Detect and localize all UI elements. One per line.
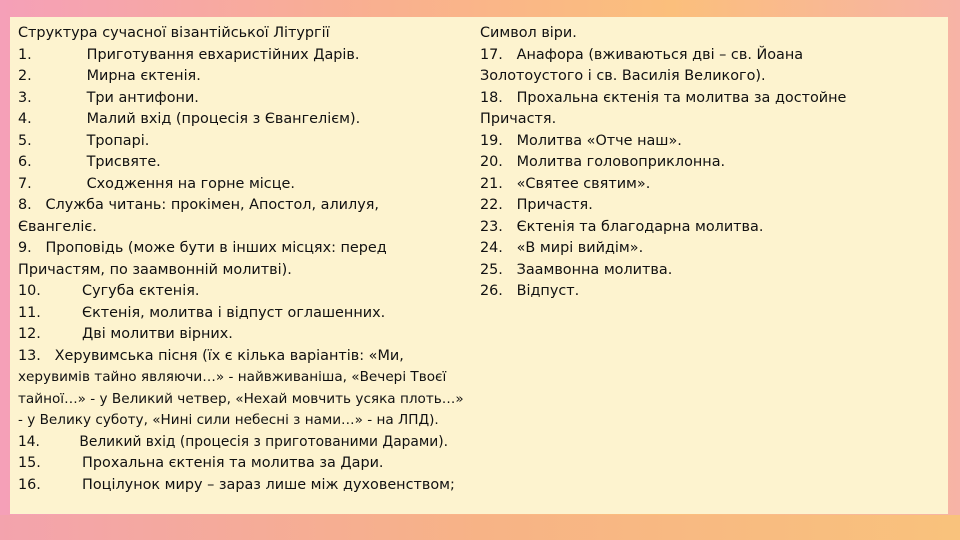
list-item: 12. Дві молитви вірних. <box>18 326 233 342</box>
right-column <box>480 23 938 303</box>
list-item: 24. «В мирі вийдім». <box>480 240 644 256</box>
list-item: 3. Три антифони. <box>18 89 199 106</box>
list-item-continuation: - у Велику суботу, «Нині сили небесні з нами…» - на ЛПД). <box>18 412 439 428</box>
list-item: 21. «Святее святим». <box>480 175 651 192</box>
list-item: 8. Служба читань: прокімен, Апостол, алилуя, <box>18 197 379 213</box>
list-item: 22. Причастя. <box>480 197 593 213</box>
list-item: 6. Трисвяте. <box>18 154 161 170</box>
list-item: 26. Відпуст. <box>480 283 580 299</box>
list-item: 10. Сугуба єктенія. <box>18 283 200 299</box>
slide-content <box>10 17 948 514</box>
list-item: 18. Прохальна єктенія та молитва за достойне <box>480 89 847 106</box>
left-column <box>18 23 478 496</box>
list-item-continuation: Причастям, по заамвонній молитві). <box>18 261 292 278</box>
list-item: 7. Сходження на горне місце. <box>18 175 295 192</box>
list-title: Структура сучасної візантійської Літургії <box>18 25 330 41</box>
list-item-continuation: Причастя. <box>480 111 557 127</box>
list-item-continuation: херувимів тайно являючи…» - найвживаніша, «Вечері Твоєї <box>18 369 447 385</box>
list-item: 5. Тропарі. <box>18 132 150 149</box>
list-item: 15. Прохальна єктенія та молитва за Дари. <box>18 455 384 471</box>
list-item: 23. Єктенія та благодарна молитва. <box>480 218 764 235</box>
list-item: 13. Херувимська пісня (їх є кілька варіантів: «Ми, <box>18 347 404 364</box>
list-item: 25. Заамвонна молитва. <box>480 261 673 278</box>
list-item: 20. Молитва головоприклонна. <box>480 154 726 170</box>
list-item-continuation: Символ віри. <box>480 25 577 41</box>
list-item: 16. Поцілунок миру – зараз лише між духовенством; <box>18 476 455 493</box>
list-item: 14. Великий вхід (процесія з приготованими Дарами). <box>18 433 449 450</box>
list-item-continuation: Золотоустого і св. Василія Великого). <box>480 68 766 84</box>
list-item-continuation: Євангеліє. <box>18 218 97 235</box>
list-item-continuation: тайної…» - у Великий четвер, «Нехай мовчить усяка плоть…» <box>18 390 464 407</box>
list-item: 19. Молитва «Отче наш». <box>480 132 682 149</box>
list-item: 4. Малий вхід (процесія з Євангелієм). <box>18 111 361 127</box>
list-item: 11. Єктенія, молитва і відпуст оглашенних. <box>18 304 386 321</box>
list-item: 1. Приготування евхаристійних Дарів. <box>18 46 360 63</box>
list-item: 2. Мирна єктенія. <box>18 68 201 84</box>
bottom-band <box>0 515 960 540</box>
list-item: 9. Проповідь (може бути в інших місцях: перед <box>18 240 387 256</box>
list-item: 17. Анафора (вживаються дві – св. Йоана <box>480 46 804 63</box>
